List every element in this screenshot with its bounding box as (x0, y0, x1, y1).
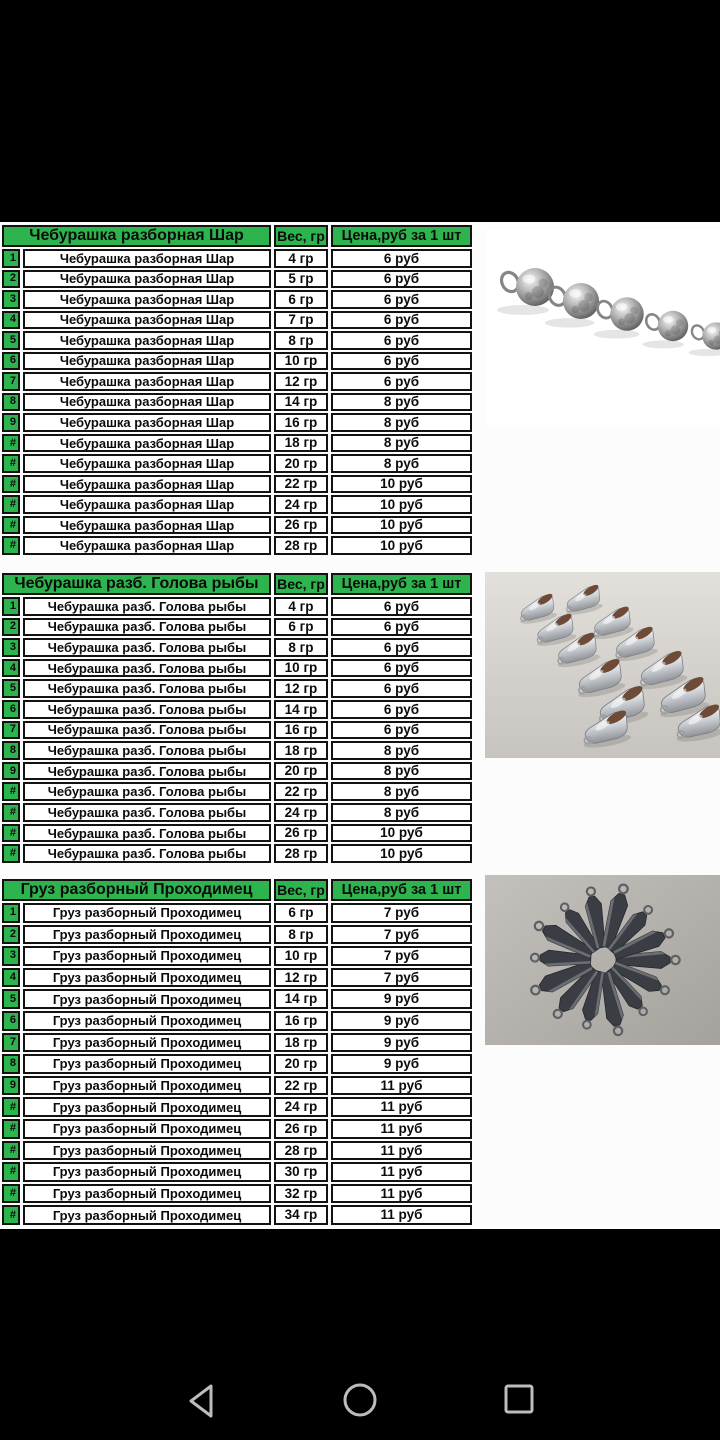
product-price: 9 руб (331, 1011, 472, 1031)
table-row (2, 1184, 472, 1204)
row-number: # (2, 475, 20, 494)
row-number: 6 (2, 352, 20, 371)
product-name: Чебурашка разборная Шар (23, 413, 271, 432)
product-name: Чебурашка разборная Шар (23, 352, 271, 371)
row-number: # (2, 1162, 20, 1182)
table-row (2, 1097, 472, 1117)
product-price: 6 руб (331, 700, 472, 719)
row-number: 8 (2, 1054, 20, 1074)
row-number: 3 (2, 638, 20, 657)
product-weight: 4 гр (274, 249, 328, 268)
col-header-weight: Вес, гр (274, 879, 328, 901)
table-row (2, 803, 472, 822)
table-row (2, 618, 472, 637)
product-price: 6 руб (331, 270, 472, 289)
table-row (2, 638, 472, 657)
product-weight: 7 гр (274, 311, 328, 330)
table-row (2, 331, 472, 350)
ball-sinkers-image (485, 230, 720, 425)
row-number: # (2, 1184, 20, 1204)
product-name: Чебурашка разб. Голова рыбы (23, 618, 271, 637)
product-name: Груз разборный Проходимец (23, 1162, 271, 1182)
home-circle-icon (342, 1382, 378, 1418)
table-row (2, 290, 472, 309)
row-number: 1 (2, 903, 20, 923)
product-name: Чебурашка разб. Голова рыбы (23, 659, 271, 678)
row-number: # (2, 782, 20, 801)
col-header-price: Цена,руб за 1 шт (331, 879, 472, 901)
row-number: # (2, 495, 20, 514)
table-row (2, 1141, 472, 1161)
table-row (2, 393, 472, 412)
product-name: Чебурашка разборная Шар (23, 290, 271, 309)
product-name: Груз разборный Проходимец (23, 1033, 271, 1053)
product-price: 11 руб (331, 1119, 472, 1139)
product-price: 10 руб (331, 516, 472, 535)
product-name: Чебурашка разб. Голова рыбы (23, 762, 271, 781)
row-number: # (2, 1141, 20, 1161)
home-button[interactable] (342, 1382, 378, 1421)
product-weight: 12 гр (274, 679, 328, 698)
table-row (2, 989, 472, 1009)
product-price: 11 руб (331, 1097, 472, 1117)
product-name: Груз разборный Проходимец (23, 989, 271, 1009)
table-cheburashka-golova-ryby (2, 573, 472, 863)
product-weight: 4 гр (274, 597, 328, 616)
table-title: Чебурашка разб. Голова рыбы (2, 573, 271, 595)
product-price: 6 руб (331, 249, 472, 268)
table-row (2, 597, 472, 616)
row-number: 2 (2, 618, 20, 637)
product-weight: 20 гр (274, 1054, 328, 1074)
product-price: 7 руб (331, 946, 472, 966)
row-number: # (2, 1205, 20, 1225)
product-name: Чебурашка разборная Шар (23, 536, 271, 555)
row-number: # (2, 1097, 20, 1117)
product-weight: 26 гр (274, 516, 328, 535)
table-row (2, 968, 472, 988)
product-weight: 14 гр (274, 700, 328, 719)
product-weight: 5 гр (274, 270, 328, 289)
product-weight: 12 гр (274, 372, 328, 391)
android-navigation-bar (0, 1376, 720, 1424)
row-number: 1 (2, 249, 20, 268)
table-row (2, 925, 472, 945)
row-number: 4 (2, 968, 20, 988)
product-name: Чебурашка разб. Голова рыбы (23, 700, 271, 719)
product-name: Чебурашка разборная Шар (23, 270, 271, 289)
product-weight: 10 гр (274, 659, 328, 678)
product-weight: 16 гр (274, 413, 328, 432)
table-row (2, 311, 472, 330)
product-name: Груз разборный Проходимец (23, 1054, 271, 1074)
table-row (2, 1076, 472, 1096)
row-number: 8 (2, 393, 20, 412)
product-price: 7 руб (331, 925, 472, 945)
product-price: 8 руб (331, 434, 472, 453)
product-price: 9 руб (331, 989, 472, 1009)
product-weight: 18 гр (274, 741, 328, 760)
table-row (2, 679, 472, 698)
table-row (2, 1119, 472, 1139)
product-name: Груз разборный Проходимец (23, 968, 271, 988)
product-price: 6 руб (331, 331, 472, 350)
prohodimets-sinkers-image (485, 875, 720, 1045)
table-row (2, 516, 472, 535)
product-price: 10 руб (331, 475, 472, 494)
product-price: 6 руб (331, 721, 472, 740)
row-number: 3 (2, 946, 20, 966)
product-weight: 22 гр (274, 475, 328, 494)
product-weight: 18 гр (274, 1033, 328, 1053)
product-name: Чебурашка разборная Шар (23, 434, 271, 453)
product-price: 6 руб (331, 597, 472, 616)
product-price: 8 руб (331, 413, 472, 432)
prohodimets-sinkers-photo (485, 875, 720, 1045)
row-number: # (2, 844, 20, 863)
product-weight: 14 гр (274, 393, 328, 412)
table-row (2, 1054, 472, 1074)
product-weight: 28 гр (274, 844, 328, 863)
row-number: # (2, 824, 20, 843)
product-price: 8 руб (331, 803, 472, 822)
product-name: Груз разборный Проходимец (23, 1119, 271, 1139)
product-weight: 32 гр (274, 1184, 328, 1204)
product-weight: 20 гр (274, 762, 328, 781)
row-number: 5 (2, 989, 20, 1009)
product-price: 6 руб (331, 659, 472, 678)
product-price: 7 руб (331, 968, 472, 988)
row-number: 5 (2, 679, 20, 698)
row-number: 2 (2, 925, 20, 945)
row-number: # (2, 536, 20, 555)
table-row (2, 721, 472, 740)
row-number: 9 (2, 1076, 20, 1096)
row-number: 4 (2, 659, 20, 678)
row-number: 1 (2, 597, 20, 616)
row-number: 9 (2, 762, 20, 781)
price-list-page (0, 222, 720, 1229)
product-name: Груз разборный Проходимец (23, 1141, 271, 1161)
product-weight: 12 гр (274, 968, 328, 988)
table-row (2, 270, 472, 289)
product-weight: 16 гр (274, 721, 328, 740)
table-row (2, 782, 472, 801)
product-price: 9 руб (331, 1033, 472, 1053)
product-name: Чебурашка разб. Голова рыбы (23, 638, 271, 657)
product-name: Груз разборный Проходимец (23, 946, 271, 966)
cheburashka-ball-photo (485, 230, 720, 425)
product-weight: 16 гр (274, 1011, 328, 1031)
table-row (2, 413, 472, 432)
table-row (2, 903, 472, 923)
product-weight: 26 гр (274, 824, 328, 843)
product-name: Груз разборный Проходимец (23, 1076, 271, 1096)
fish-head-sinkers-photo (485, 572, 720, 758)
table-row (2, 1033, 472, 1053)
table-row (2, 454, 472, 473)
product-weight: 14 гр (274, 989, 328, 1009)
table-row (2, 495, 472, 514)
table-row (2, 434, 472, 453)
product-name: Чебурашка разборная Шар (23, 249, 271, 268)
product-weight: 18 гр (274, 434, 328, 453)
product-name: Чебурашка разб. Голова рыбы (23, 741, 271, 760)
table-row (2, 741, 472, 760)
col-header-price: Цена,руб за 1 шт (331, 225, 472, 247)
table-row (2, 659, 472, 678)
product-name: Груз разборный Проходимец (23, 1097, 271, 1117)
row-number: # (2, 434, 20, 453)
table-row (2, 475, 472, 494)
product-name: Чебурашка разб. Голова рыбы (23, 844, 271, 863)
col-header-weight: Вес, гр (274, 225, 328, 247)
row-number: 6 (2, 1011, 20, 1031)
product-weight: 10 гр (274, 946, 328, 966)
product-name: Чебурашка разборная Шар (23, 454, 271, 473)
back-button[interactable] (184, 1382, 218, 1423)
product-price: 8 руб (331, 454, 472, 473)
product-weight: 24 гр (274, 803, 328, 822)
recents-square-icon (502, 1382, 536, 1416)
row-number: 9 (2, 413, 20, 432)
table-row (2, 762, 472, 781)
col-header-price: Цена,руб за 1 шт (331, 573, 472, 595)
table-row (2, 844, 472, 863)
product-weight: 20 гр (274, 454, 328, 473)
row-number: # (2, 454, 20, 473)
row-number: 8 (2, 741, 20, 760)
product-weight: 6 гр (274, 903, 328, 923)
row-number: 4 (2, 311, 20, 330)
product-weight: 6 гр (274, 290, 328, 309)
row-number: 7 (2, 721, 20, 740)
product-weight: 30 гр (274, 1162, 328, 1182)
product-price: 6 руб (331, 290, 472, 309)
product-price: 10 руб (331, 844, 472, 863)
table-row (2, 372, 472, 391)
product-weight: 8 гр (274, 331, 328, 350)
product-price: 11 руб (331, 1076, 472, 1096)
table-row (2, 536, 472, 555)
product-name: Чебурашка разборная Шар (23, 331, 271, 350)
product-weight: 24 гр (274, 495, 328, 514)
product-name: Чебурашка разборная Шар (23, 475, 271, 494)
product-name: Чебурашка разб. Голова рыбы (23, 597, 271, 616)
product-price: 7 руб (331, 903, 472, 923)
table-gruz-prohodimets (2, 879, 472, 1225)
recents-button[interactable] (502, 1382, 536, 1419)
product-weight: 28 гр (274, 1141, 328, 1161)
product-price: 11 руб (331, 1162, 472, 1182)
row-number: 2 (2, 270, 20, 289)
product-weight: 26 гр (274, 1119, 328, 1139)
table-header-row (2, 573, 472, 595)
product-name: Чебурашка разборная Шар (23, 372, 271, 391)
product-price: 10 руб (331, 824, 472, 843)
product-price: 8 руб (331, 393, 472, 412)
table-title: Чебурашка разборная Шар (2, 225, 271, 247)
product-name: Груз разборный Проходимец (23, 903, 271, 923)
product-price: 11 руб (331, 1141, 472, 1161)
product-price: 6 руб (331, 679, 472, 698)
table-row (2, 946, 472, 966)
product-price: 8 руб (331, 741, 472, 760)
product-price: 9 руб (331, 1054, 472, 1074)
row-number: # (2, 516, 20, 535)
product-weight: 22 гр (274, 1076, 328, 1096)
product-weight: 6 гр (274, 618, 328, 637)
product-price: 10 руб (331, 536, 472, 555)
product-name: Груз разборный Проходимец (23, 1011, 271, 1031)
product-price: 8 руб (331, 762, 472, 781)
product-name: Груз разборный Проходимец (23, 1184, 271, 1204)
row-number: # (2, 803, 20, 822)
table-row (2, 1205, 472, 1225)
table-row (2, 700, 472, 719)
col-header-weight: Вес, гр (274, 573, 328, 595)
product-price: 6 руб (331, 352, 472, 371)
product-weight: 28 гр (274, 536, 328, 555)
product-price: 10 руб (331, 495, 472, 514)
product-name: Чебурашка разб. Голова рыбы (23, 803, 271, 822)
table-header-row (2, 225, 472, 247)
row-number: 7 (2, 372, 20, 391)
table-row (2, 1162, 472, 1182)
table-row (2, 249, 472, 268)
product-weight: 34 гр (274, 1205, 328, 1225)
product-name: Чебурашка разборная Шар (23, 495, 271, 514)
table-cheburashka-shar (2, 225, 472, 555)
product-price: 6 руб (331, 372, 472, 391)
product-name: Чебурашка разборная Шар (23, 311, 271, 330)
product-name: Чебурашка разб. Голова рыбы (23, 824, 271, 843)
product-price: 11 руб (331, 1205, 472, 1225)
table-row (2, 352, 472, 371)
product-weight: 8 гр (274, 638, 328, 657)
row-number: 7 (2, 1033, 20, 1053)
table-row (2, 1011, 472, 1031)
row-number: 6 (2, 700, 20, 719)
product-name: Чебурашка разб. Голова рыбы (23, 782, 271, 801)
product-price: 6 руб (331, 311, 472, 330)
product-weight: 22 гр (274, 782, 328, 801)
product-name: Чебурашка разб. Голова рыбы (23, 721, 271, 740)
row-number: 5 (2, 331, 20, 350)
product-name: Чебурашка разборная Шар (23, 516, 271, 535)
row-number: 3 (2, 290, 20, 309)
product-name: Груз разборный Проходимец (23, 1205, 271, 1225)
product-weight: 8 гр (274, 925, 328, 945)
product-price: 8 руб (331, 782, 472, 801)
product-name: Груз разборный Проходимец (23, 925, 271, 945)
row-number: # (2, 1119, 20, 1139)
back-triangle-icon (184, 1382, 218, 1420)
table-row (2, 824, 472, 843)
product-price: 11 руб (331, 1184, 472, 1204)
fish-head-sinkers-image (485, 572, 720, 758)
product-price: 6 руб (331, 638, 472, 657)
table-header-row (2, 879, 472, 901)
product-name: Чебурашка разборная Шар (23, 393, 271, 412)
product-weight: 10 гр (274, 352, 328, 371)
table-title: Груз разборный Проходимец (2, 879, 271, 901)
product-weight: 24 гр (274, 1097, 328, 1117)
product-price: 6 руб (331, 618, 472, 637)
product-name: Чебурашка разб. Голова рыбы (23, 679, 271, 698)
